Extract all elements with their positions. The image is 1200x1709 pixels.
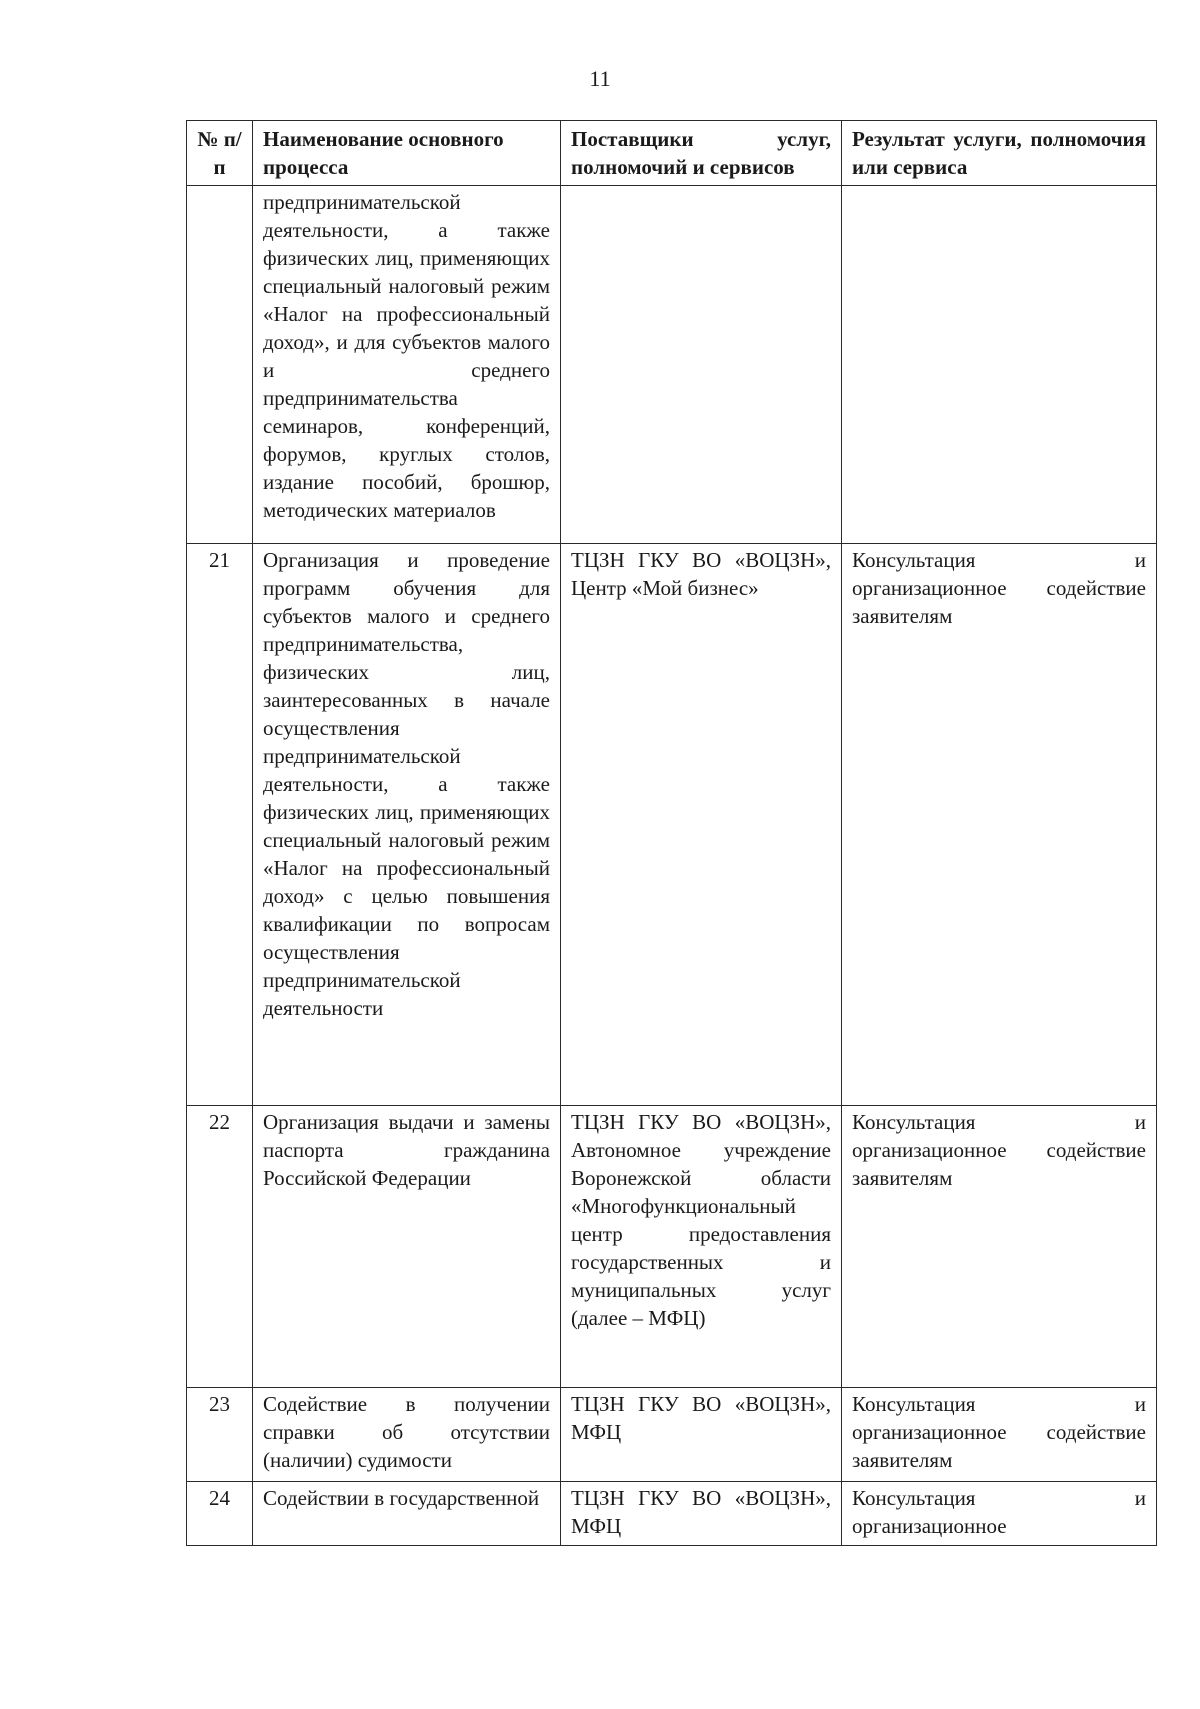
row-providers: ТЦЗН ГКУ ВО «ВОЦЗН», Центр «Мой бизнес» [561,544,842,1106]
row-providers: ТЦЗН ГКУ ВО «ВОЦЗН», МФЦ [561,1388,842,1482]
services-table [186,120,1157,1546]
row-result: Консультация и организационное содействие заявителям [842,1388,1157,1482]
row-providers [561,186,842,544]
row-process-name: Организация выдачи и замены паспорта гражданина Российской Федерации [253,1106,561,1388]
row-process-name: Содействие в получении справки об отсутствии (наличии) судимости [253,1388,561,1482]
row-number: 23 [187,1388,253,1482]
row-process-name: предпринимательской деятельности, а также физических лиц, применяющих специальный налоговый режим «Налог на профессиональный доход», и для субъектов малого и среднего предпринимательства семинаров, конференций, форумов, круглых столов, издание пособий, брошюр, методических материалов [253,186,561,544]
row-number: 21 [187,544,253,1106]
row-number [187,186,253,544]
row-result [842,186,1157,544]
page-number: 11 [589,66,611,91]
header-process-name: Наименование основного процесса [253,121,561,186]
row-result: Консультация и организационное [842,1482,1157,1546]
row-providers: ТЦЗН ГКУ ВО «ВОЦЗН», МФЦ [561,1482,842,1546]
table-row [187,1106,1157,1388]
table-row [187,186,1157,544]
table-header-row [187,121,1157,186]
table-row [187,1482,1157,1546]
header-providers: Поставщики услуг, полномочий и сервисов [561,121,842,186]
header-number: № п/п [187,121,253,186]
row-providers: ТЦЗН ГКУ ВО «ВОЦЗН», Автономное учреждение Воронежской области «Многофункциональный центр предоставления государственных и муниципальных услуг (далее – МФЦ) [561,1106,842,1388]
row-result: Консультация и организационное содействие заявителям [842,544,1157,1106]
table-row [187,1388,1157,1482]
header-result: Результат услуги, полномочия или сервиса [842,121,1157,186]
row-process-name: Содействии в государственной [253,1482,561,1546]
row-process-name: Организация и проведение программ обучения для субъектов малого и среднего предпринимательства, физических лиц, заинтересованных в начале осуществления предпринимательской деятельности, а также физических лиц, применяющих специальный налоговый режим «Налог на профессиональный доход» с целью повышения квалификации по вопросам осуществления предпринимательской деятельности [253,544,561,1106]
row-number: 24 [187,1482,253,1546]
row-number: 22 [187,1106,253,1388]
row-result: Консультация и организационное содействие заявителям [842,1106,1157,1388]
table-row [187,544,1157,1106]
